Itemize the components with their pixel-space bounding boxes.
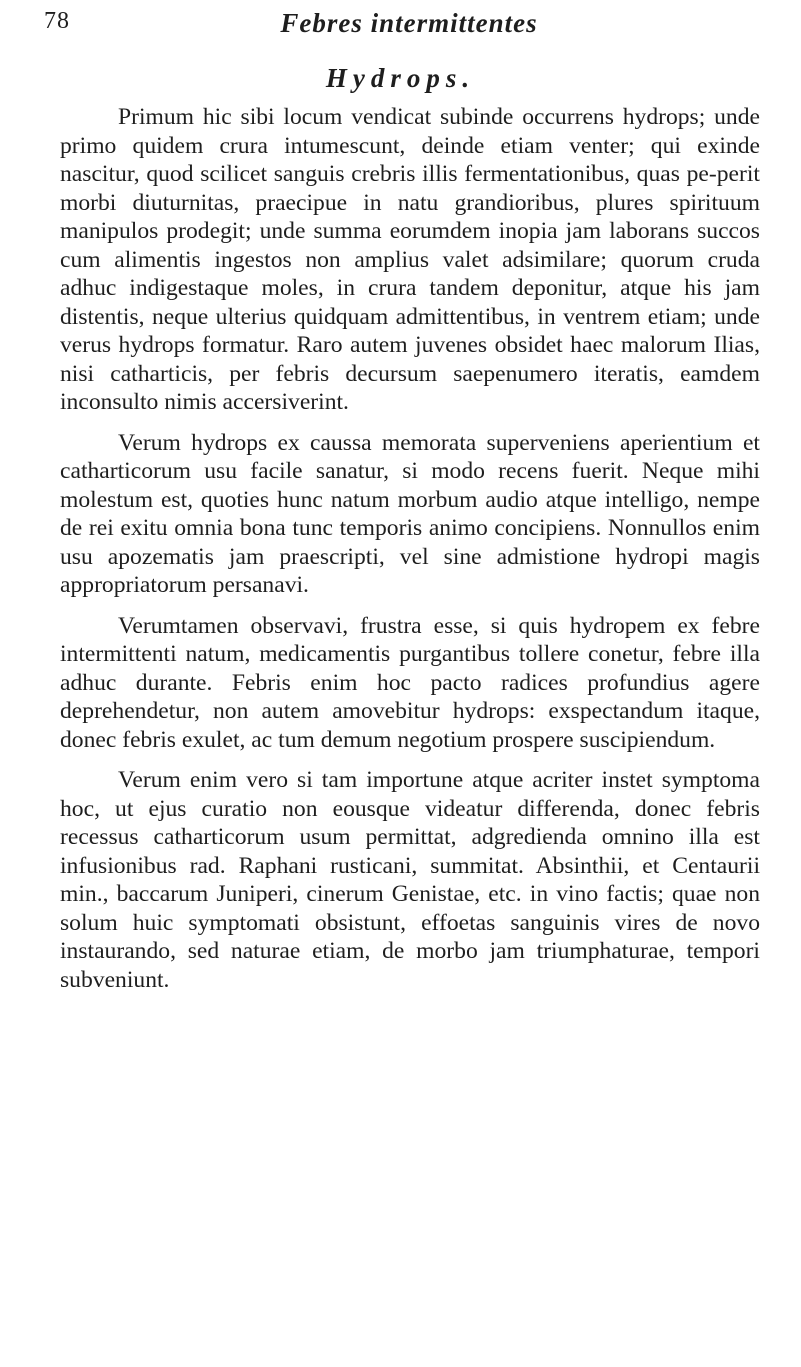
- body-text: [60, 103, 760, 994]
- paragraph-2: Verum hydrops ex caussa memorata superveniens aperientium et catharticorum usu facile sanatur, si modo recens fuerit. Neque mihi molestum est, quoties hunc natum morbum audio atque intelligo, nempe de rei exitu omnia bona tunc temporis animo concipiens. Nonnullos enim usu apozematis jam praescripti, vel sine admistione hydropi magis appropriatorum persanavi.: [60, 429, 760, 598]
- paragraph-4: Verum enim vero si tam importune atque acriter instet symptoma hoc, ut ejus curatio non eousque videatur differenda, donec febris recessus catharticorum usum permittat, adgredienda omnino illa est infusionibus rad. Raphani rusticani, summitat. Absinthii, et Centaurii min., baccarum Juniperi, cinerum Genistae, etc. in vino factis; quae non solum huic symptomati obsistunt, effoetas sanguinis vires de novo instaurando, sed naturae etiam, de morbo jam triumphaturae, tempori subveniunt.: [60, 767, 760, 993]
- running-head: [44, 8, 774, 42]
- page-number: 78: [44, 8, 70, 34]
- running-title: Febres intermittentes: [280, 8, 538, 38]
- paragraph-1: Primum hic sibi locum vendicat subinde occurrens hydrops; unde primo quidem crura intumescunt, deinde etiam venter; qui exinde nascitur, quod scilicet sanguis crebris illis fermentationibus, quas pe-perit morbi diuturnitas, praecipue in natu grandioribus, plures spirituum manipulos prodegit; unde summa eorumdem inopia jam laborans succos cum alimentis ingestos non amplius valet adsimilare; quorum cruda adhuc indigestaque moles, in crura tandem deponitur, atque his jam distentis, neque ulterius quidquam admittentibus, in ventrem etiam; unde verus hydrops formatur. Raro autem juvenes obsidet haec malorum Ilias, nisi catharticis, per febris decursum saepenumero iteratis, eamdem inconsulto nimis accersiverint.: [60, 104, 760, 415]
- paragraph-3: Verumtamen observavi, frustra esse, si quis hydropem ex febre intermittenti natum, medicamentis purgantibus tollere conetur, febre illa adhuc durante. Febris enim hoc pacto radices profundius agere deprehendetur, non autem amovebitur hydrops: exspectandum itaque, donec febris exulet, ac tum demum negotium prospere suscipiendum.: [60, 612, 760, 753]
- section-heading: Hydrops.: [325, 63, 476, 93]
